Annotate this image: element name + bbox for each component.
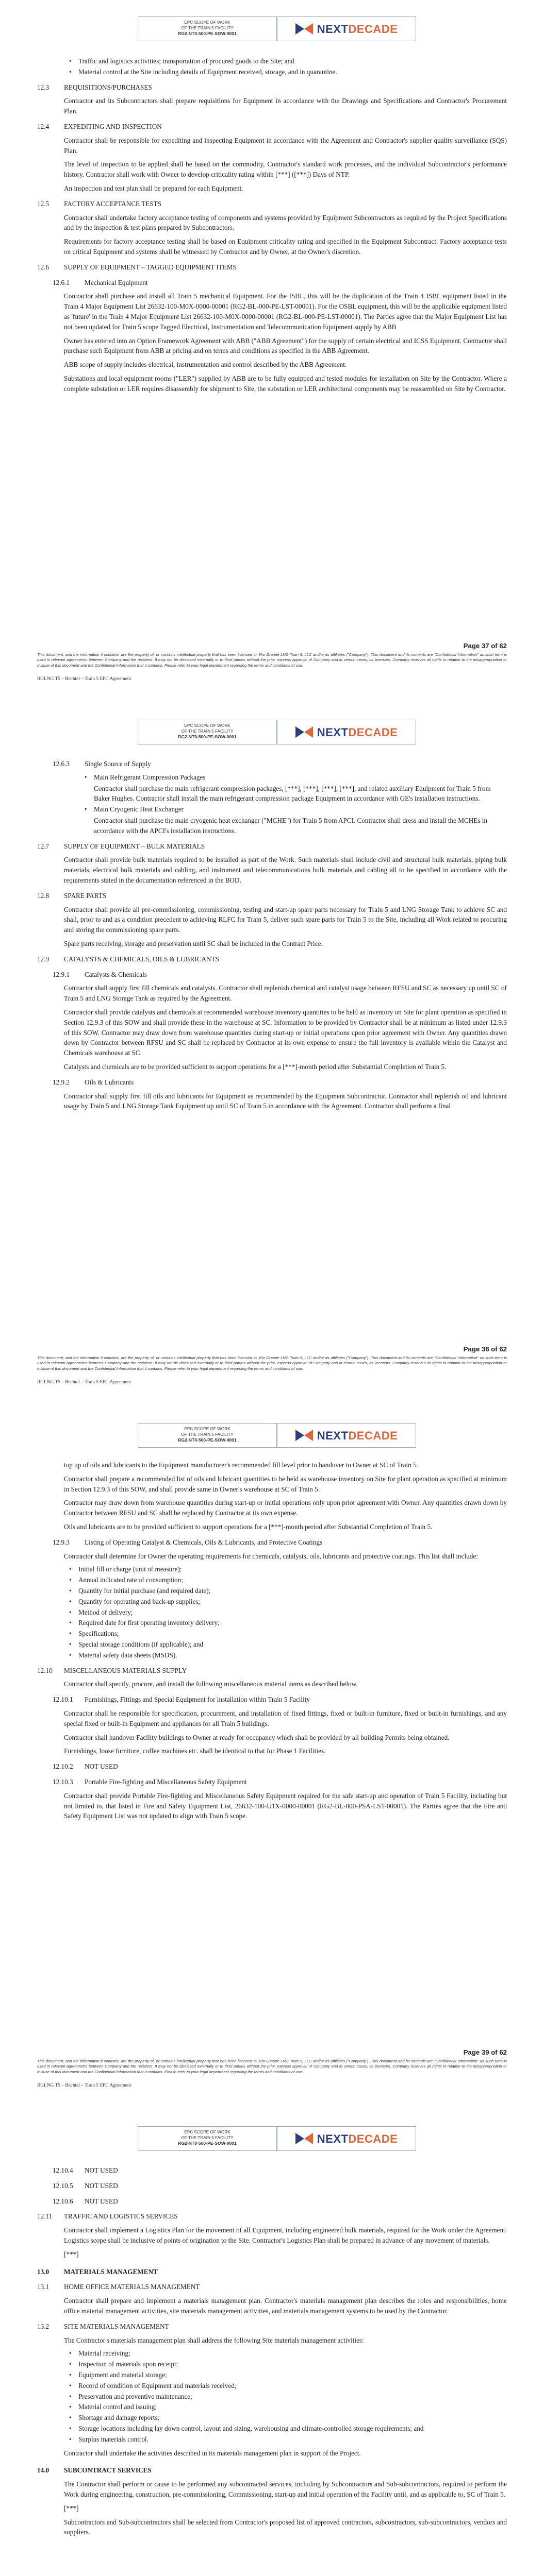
section-heading: 12.11 TRAFFIC AND LOGISTICS SERVICES bbox=[37, 2212, 178, 2221]
page-header bbox=[37, 2120, 507, 2160]
list-item-text: Contractor shall purchase the main cryogenic heat exchanger ("MCHE") for Train 5 from APCI. Contractor shall dress and install the MCHEs in accordance with the APCI's installation instructions. bbox=[94, 816, 488, 835]
agreement-ref: RGLNG T5 – Bechtel – Train 5 EPC Agreement bbox=[37, 676, 131, 682]
subsection-heading: 12.10.6 NOT USED bbox=[53, 2197, 118, 2205]
list-item: • Quantity for initial purchase (and required date); bbox=[78, 1586, 507, 1596]
paragraph: Subcontractors and Sub-subcontractors shall be selected from Contractor's proposed list of approved contractors, subcontractors, sub-subcontractors, vendors and suppliers. bbox=[64, 2518, 507, 2536]
paragraph: Contractor shall undertake the activities described in its materials management plan in support of the Project. bbox=[64, 2449, 361, 2457]
section-heading: 12.5 FACTORY ACCEPTANCE TESTS bbox=[37, 199, 161, 208]
list-item: • Material control and issuing; bbox=[78, 2402, 507, 2412]
legal-notice: This document, and the information it contains, are the property of, or contains intellectual property that has been licensed to, Rio Grande LNG Train 5, LLC and/or its affiliates ("Company"). This document and its contents are "Confidential Information" as such term is used in relevant agreements between Company and the recipient. It may not be disclosed externally or to third parties without the prior, express approval of Company and in certain cases, its licensors. Company reserves all rights in relation to the misappropriation or misuse of this document and the Confidential Information that it contains. Please refer to your legal department regarding the terms and conditions of use. bbox=[37, 652, 507, 668]
paragraph: Contractor shall determine for Owner the operating requirements for chemicals, catalysts, oils, lubricants and protective coatings. This list shall include: bbox=[64, 1552, 478, 1560]
header-line: EPC SCOPE OF WORK bbox=[184, 1427, 230, 1431]
paragraph: [***] bbox=[64, 2250, 79, 2258]
paragraph: The Contractor shall perform or cause to be performed any subcontracted services, including by Subcontractors and Sub-subcontractors, required to perform the Work during engineering, construction, pre-commissioning, Commissioning, start-up and initial operation of the Facility until, and as applicable to, SC of Train 5. bbox=[64, 2480, 507, 2498]
subsection-heading: 12.9.2 Oils & Lubricants bbox=[53, 1078, 134, 1086]
header-doc-number: RG2-NT0-500-PE-SOW-0001 bbox=[178, 1437, 237, 1443]
page-footer bbox=[37, 641, 507, 683]
subsection-heading: 12.10.2 NOT USED bbox=[53, 1762, 118, 1771]
logo-text: NEXT bbox=[317, 22, 349, 36]
page-header bbox=[37, 714, 507, 754]
logo-text: DECADE bbox=[348, 22, 398, 36]
paragraph: [***] bbox=[64, 2504, 79, 2512]
section-heading: 13.1 HOME OFFICE MATERIALS MANAGEMENT bbox=[37, 2283, 200, 2291]
header-title-box bbox=[138, 16, 277, 41]
logo-icon bbox=[295, 1430, 313, 1441]
logo-icon bbox=[295, 726, 313, 738]
page-number: Page 39 of 62 bbox=[463, 2048, 507, 2057]
list-item: • Shortage and damage reports; bbox=[78, 2413, 507, 2423]
paragraph: Owner has entered into an Option Framework Agreement with ABB ("ABB Agreement") for the supply of certain electrical and ICSS Equipment. Contractor shall purchase such Equipment from ABB at pricing and on terms and conditions as specified in the ABB Agreement. bbox=[64, 336, 507, 355]
section-heading: 12.10 MISCELLANEOUS MATERIALS SUPPLY bbox=[37, 1666, 187, 1674]
paragraph: Contractor shall provide bulk materials required to be installed as part of the Work. Such materials shall include civil and structural bulk materials, piping bulk materials, electrical bulk materials and cabling, and instrument and telecommunications bulk materials and cabling all to be specified in accordance with the requirements stated in the documentation referenced in the BOD. bbox=[64, 856, 507, 884]
header-line: OF THE TRAIN 5 FACILITY bbox=[181, 1432, 234, 1437]
section-heading: 12.7 SUPPLY OF EQUIPMENT – BULK MATERIALS bbox=[37, 842, 205, 850]
header-line: EPC SCOPE OF WORK bbox=[184, 723, 230, 728]
list-item: • Storage locations including lay down control, layout and sizing, warehousing and climate-controlled storage requirements; and bbox=[78, 2424, 507, 2434]
paragraph: Contractor may draw down from warehouse quantities during start-up or initial operations only upon prior agreement with Owner. Any quantities drawn down by Contractor between RFSU and SC shall be replaced by Contractor at its own expense. bbox=[64, 1499, 507, 1517]
paragraph: Contractor shall handover Facility buildings to Owner at ready for occupancy which shall be provided by all building Permits being obtained. bbox=[64, 1733, 450, 1741]
agreement-ref: RGLNG T5 – Bechtel – Train 5 EPC Agreement bbox=[37, 2082, 131, 2088]
subsection-heading: 12.6.1 Mechanical Equipment bbox=[53, 278, 148, 286]
logo-text: NEXT bbox=[317, 2132, 349, 2145]
header-line: EPC SCOPE OF WORK bbox=[184, 2130, 230, 2134]
page-footer bbox=[37, 2047, 507, 2089]
company-logo bbox=[277, 1423, 416, 1448]
paragraph: Contractor shall provide Portable Fire-fighting and Miscellaneous Safety Equipment required for the safe start-up and operation of Train 5 Facility, including but not limited to, that listed in Fire and Safety Equipment List, 26632-100-U1X-0000-00001 (RG2-BL-000-PSA-LST-00001). The Parties agree that the Fire and Safety Equipment List was not updated to align with Train 5 scope. bbox=[64, 1791, 507, 1820]
subsection-heading: 12.10.1 Furnishings, Fittings and Special Equipment for installation within Train 5 Facility bbox=[53, 1696, 310, 1704]
header-line: OF THE TRAIN 5 FACILITY bbox=[181, 26, 234, 31]
chapter-heading: 13.0 MATERIALS MANAGEMENT bbox=[37, 2267, 158, 2276]
paragraph: An inspection and test plan shall be prepared for each Equipment. bbox=[64, 184, 243, 192]
paragraph: Furnishings, loose furniture, coffee machines etc. shall be identical to that for Phase 1 Facilities. bbox=[64, 1747, 326, 1755]
chapter-heading: 14.0 SUBCONTRACT SERVICES bbox=[37, 2466, 152, 2475]
page-header bbox=[37, 10, 507, 50]
subsection-heading: 12.10.5 NOT USED bbox=[53, 2181, 118, 2190]
logo-text: NEXT bbox=[317, 1429, 349, 1442]
subsection-heading: 12.10.4 NOT USED bbox=[53, 2166, 118, 2174]
paragraph: Spare parts receiving, storage and preservation until SC shall be included in the Contract Price. bbox=[64, 939, 323, 947]
paragraph: Contractor shall provide catalysts and chemicals at recommended warehouse inventory quantities to be held as inventory on Site for plant operation as specified in Section 12.9.3 of this SOW and shall provide these in the warehouse at SC. Information to be provided by Contractor shall be at minimum as listed under 12.9.3 of this SOW. Contractor may draw down from warehouse quantities during start-up or initial operations upon prior agreement with Owner. Any quantities drawn down by Contractor between RFSU and SC shall be replaced by Contractor at its own expense to ensure the full inventory is available within the Catalyst and Chemicals warehouse at SC. bbox=[64, 1008, 507, 1057]
document-page bbox=[0, 703, 544, 1406]
company-logo bbox=[277, 2126, 416, 2151]
agreement-ref: RGLNG T5 – Bechtel – Train 5 EPC Agreement bbox=[37, 1379, 131, 1385]
list-item: • Initial fill or charge (unit of measure); bbox=[78, 1564, 507, 1574]
logo-text: DECADE bbox=[348, 725, 398, 739]
paragraph: top up of oils and lubricants to the Equipment manufacturer's recommended fill level prior to handover to Owner at SC of Train 5. bbox=[64, 1461, 418, 1469]
list-item: • Equipment and material storage; bbox=[78, 2370, 507, 2380]
page-header bbox=[37, 1417, 507, 1457]
paragraph: Catalysts and chemicals are to be provided sufficient to support operations for a [***]-month period after Substantial Completion of Train 5. bbox=[64, 1062, 447, 1071]
list-item: • Annual indicated rate of consumption; bbox=[78, 1575, 507, 1585]
paragraph: Substations and local equipment rooms ("LER") supplied by ABB are to be fully equipped and tested modules for installation on Site by the Contractor. Where a complete substation or LER requires disassembly for shipment to Site, the substation or LER architectural components may be reassembled on Site by Contractor. bbox=[64, 374, 507, 393]
logo-icon bbox=[295, 2133, 313, 2144]
paragraph: Contractor shall prepare and implement a materials management plan. Contractor's materials management plan describes the roles and responsibilities, home office material management activities, site materials management activities, and materials management systems to be used by the Contractor. bbox=[64, 2297, 507, 2315]
section-heading: 12.4 EXPEDITING AND INSPECTION bbox=[37, 122, 162, 130]
logo-icon bbox=[295, 23, 313, 35]
logo-text: DECADE bbox=[348, 1429, 398, 1442]
section-heading: 12.8 SPARE PARTS bbox=[37, 891, 107, 900]
section-heading: 12.9 CATALYSTS & CHEMICALS, OILS & LUBRICANTS bbox=[37, 955, 219, 963]
list-item: • Special storage conditions (if applicable); and bbox=[78, 1639, 507, 1650]
list-item: • Main Cryogenic Heat Exchanger Contractor shall purchase the main cryogenic heat exchanger ("MCHE") for Train 5 from APCI. Contractor shall dress and install the MCHEs in accordance with the APCI's installation instructions. bbox=[94, 804, 507, 836]
logo-text: NEXT bbox=[317, 725, 349, 739]
subsection-heading: 12.6.3 Single Source of Supply bbox=[53, 760, 151, 768]
list-item: • Main Refrigerant Compression Packages Contractor shall purchase the main refrigerant compression packages, [***], [***], [***], [***], and related auxiliary Equipment for Train 5 from Baker Hughes. Contractor shall install the main refrigerant compression package Equipment in accordance with GE's installation instructions. bbox=[94, 772, 507, 804]
paragraph: Oils and lubricants are to be provided sufficient to support operations for a [***]-month period after Substantial Completion of Train 5. bbox=[64, 1522, 433, 1531]
section-heading: 13.2 SITE MATERIALS MANAGEMENT bbox=[37, 2322, 169, 2330]
list-item: • Material safety data sheets (MSDS). bbox=[78, 1650, 507, 1660]
paragraph: Requirements for factory acceptance testing shall be based on Equipment criticality rating and specified in the Equipment Subcontract. Factory acceptance tests on critical Equipment and systems shall be witnessed by Contractor and by Owner, at the Owner's discretion. bbox=[64, 238, 507, 256]
list-item: • Preservation and preventive maintenance; bbox=[78, 2392, 507, 2402]
header-doc-number: RG2-NT0-500-PE-SOW-0001 bbox=[178, 2141, 237, 2146]
subsection-heading: 12.9.3 Listing of Operating Catalyst & Chemicals, Oils & Lubricants, and Protective Coatings bbox=[53, 1538, 323, 1546]
list-item: • Material receiving; bbox=[78, 2348, 507, 2359]
header-title-box bbox=[138, 720, 277, 744]
paragraph: Contractor shall undertake factory acceptance testing of components and systems provided by Equipment Subcontractors as required by the Project Specifications and by the inspection & test plans prepared by Subcontractors. bbox=[64, 213, 507, 232]
paragraph: The level of inspection to be applied shall be based on the commodity, Contractor's standard work processes, and the individual Subcontractor's performance history. Contractor shall work with Owner to develop criticality rating within [***] ([***]) Days of NTP. bbox=[64, 160, 507, 179]
legal-notice: This document, and the information it contains, are the property of, or contains intellectual property that has been licensed to, Rio Grande LNG Train 5, LLC and/or its affiliates ("Company"). This document and its contents are "Confidential Information" as such term is used in relevant agreements between Company and the recipient. It may not be disclosed externally or to third parties without the prior, express approval of Company and in certain cases, its licensors. Company reserves all rights in relation to the misappropriation or misuse of this document and the Confidential Information that it contains. Please refer to your legal department regarding the terms and conditions of use. bbox=[37, 1355, 507, 1371]
document-page bbox=[0, 2110, 544, 2576]
paragraph: Contractor shall be responsible for specification, procurement, and installation of fixed fittings, fixed or built-in furniture, fixed or built-in furnishings, and any special fixed or built-in Equipment and appliances for all Train 5 buildings. bbox=[64, 1709, 507, 1727]
document-page bbox=[0, 1406, 544, 2110]
header-line: OF THE TRAIN 5 FACILITY bbox=[181, 729, 234, 734]
page-number: Page 37 of 62 bbox=[463, 642, 507, 650]
section-heading: 12.6 SUPPLY OF EQUIPMENT – TAGGED EQUIPMENT ITEMS bbox=[37, 263, 237, 271]
subsection-heading: 12.10.3 Portable Fire-fighting and Miscellaneous Safety Equipment bbox=[53, 1777, 247, 1786]
section-heading: 12.3 REQUISITIONS/PURCHASES bbox=[37, 83, 152, 91]
paragraph: Contractor shall prepare a recommended list of oils and lubricant quantities to be held as warehouse inventory on Site for plant operation as specified at minimum in Section 12.9.3 of this SOW, and shall provide same in Owner's warehouse at SC of Train 5. bbox=[64, 1475, 507, 1493]
paragraph: Contractor shall specify, procure, and install the following miscellaneous material items as described below. bbox=[64, 1680, 358, 1688]
logo-text: DECADE bbox=[348, 2132, 398, 2145]
header-doc-number: RG2-NT0-500-PE-SOW-0001 bbox=[178, 734, 237, 740]
list-item: • Method of delivery; bbox=[78, 1607, 507, 1618]
list-item: • Quantity for operating and back-up supplies; bbox=[78, 1597, 507, 1607]
paragraph: The Contractor's materials management plan shall address the following Site materials management activities: bbox=[64, 2336, 364, 2344]
legal-notice: This document, and the information it contains, are the property of, or contains intellectual property that has been licensed to, Rio Grande LNG Train 5, LLC and/or its affiliates ("Company"). This document and its contents are "Confidential Information" as such term is used in relevant agreements between Company and the recipient. It may not be disclosed externally or to third parties without the prior, express approval of Company and in certain cases, its licensors. Company reserves all rights in relation to the misappropriation or misuse of this document and the Confidential Information that it contains. Please refer to your legal department regarding the terms and conditions of use. bbox=[37, 2059, 507, 2074]
paragraph: ABB scope of supply includes electrical, instrumentation and control described by the ABB Agreement. bbox=[64, 361, 347, 369]
paragraph: Contractor and its Subcontractors shall prepare requisitions for Equipment in accordance with the Drawings and Specifications and Contractor's Procurement Plan. bbox=[64, 97, 507, 115]
list-item: • Inspection of materials upon receipt; bbox=[78, 2359, 507, 2369]
header-line: EPC SCOPE OF WORK bbox=[184, 20, 230, 25]
page-number: Page 38 of 62 bbox=[463, 1345, 507, 1353]
paragraph: Contractor shall implement a Logistics Plan for the movement of all Equipment, including engineered bulk materials, required for the Work under the Agreement. Logistics scope shall be inclusive of points of origination to the Site. Contractor's Logistics Plan shall be prepared in advance of any movement of materials. bbox=[64, 2226, 507, 2244]
paragraph: Contractor shall provide all pre-commissioning, commissioning, testing and start-up spare parts necessary for Train 5 and LNG Storage Tank to achieve SC and shall, prior to and as a condition precedent to achieving RLFC for Train 5, deliver such spare parts for Train 5 to the Site, including all Work related to procuring and storing the commissioning spare parts. bbox=[64, 905, 507, 934]
list-item-text: Contractor shall purchase the main refrigerant compression packages, [***], [***], [***], [***], and related auxiliary Equipment for Train 5 from Baker Hughes. Contractor shall install the main refrigerant compression package Equipment in accordance with GE's installation instructions. bbox=[94, 784, 491, 803]
document-page bbox=[0, 0, 544, 703]
list-item: • Surplus materials control. bbox=[78, 2434, 507, 2445]
list-item: • Record of condition of Equipment and materials received; bbox=[78, 2381, 507, 2391]
header-line: OF THE TRAIN 5 FACILITY bbox=[181, 2136, 234, 2141]
company-logo bbox=[277, 720, 416, 744]
paragraph: Contractor shall supply first fill chemicals and catalysts. Contractor shall replenish chemical and catalyst usage between RFSU and SC as necessary up until SC of Train 5 and LNG Storage Tank as required by the Agreement. bbox=[64, 984, 507, 1003]
paragraph: Contractor shall purchase and install all Train 5 mechanical Equipment. For the ISBL, this will be the duplication of the Train 4 ISBL equipment listed in the Train 4 Major Equipment List 26632-100-M0X-0000-00001 (RG2-BL-000-PE-LST-00001). For the OSBL equipment, this will be the applicable equipment listed as 'future' in the Train 4 Major Equipment List 26632-100-M0X-0000-00001 (RG2-BL-000-PE-LST-00001). The Parties agree that the Major Equipment List has not been updated for Train 5 scope Tagged Electrical, Instrumentation and Telecommunication Equipment supply by ABB bbox=[64, 292, 507, 331]
page-footer bbox=[37, 1344, 507, 1386]
subsection-heading: 12.9.1 Catalysts & Chemicals bbox=[53, 970, 147, 978]
header-doc-number: RG2-NT0-500-PE-SOW-0001 bbox=[178, 31, 237, 37]
header-title-box bbox=[138, 2126, 277, 2151]
list-item: • Traffic and logistics activities; transportation of procured goods to the Site; and bbox=[78, 56, 507, 66]
list-item: • Specifications; bbox=[78, 1629, 507, 1639]
company-logo bbox=[277, 16, 416, 41]
paragraph: Contractor shall be responsible for expediting and inspecting Equipment in accordance with the Agreement and Contractor's supplier quality surveillance (SQS) Plan. bbox=[64, 136, 507, 155]
list-item: • Material control at the Site including details of Equipment received, storage, and in quarantine. bbox=[78, 67, 507, 77]
list-item: • Required date for first operating inventory delivery; bbox=[78, 1618, 507, 1628]
paragraph: Contractor shall supply first fill oils and lubricants for Equipment as recommended by the Equipment Subcontractor. Contractor shall replenish oil and lubricant usage by Train 5 and LNG Storage Tank Equipment up until SC of Train 5 in accordance with the Agreement. Contractor shall perform a final bbox=[64, 1092, 507, 1110]
header-title-box bbox=[138, 1423, 277, 1448]
